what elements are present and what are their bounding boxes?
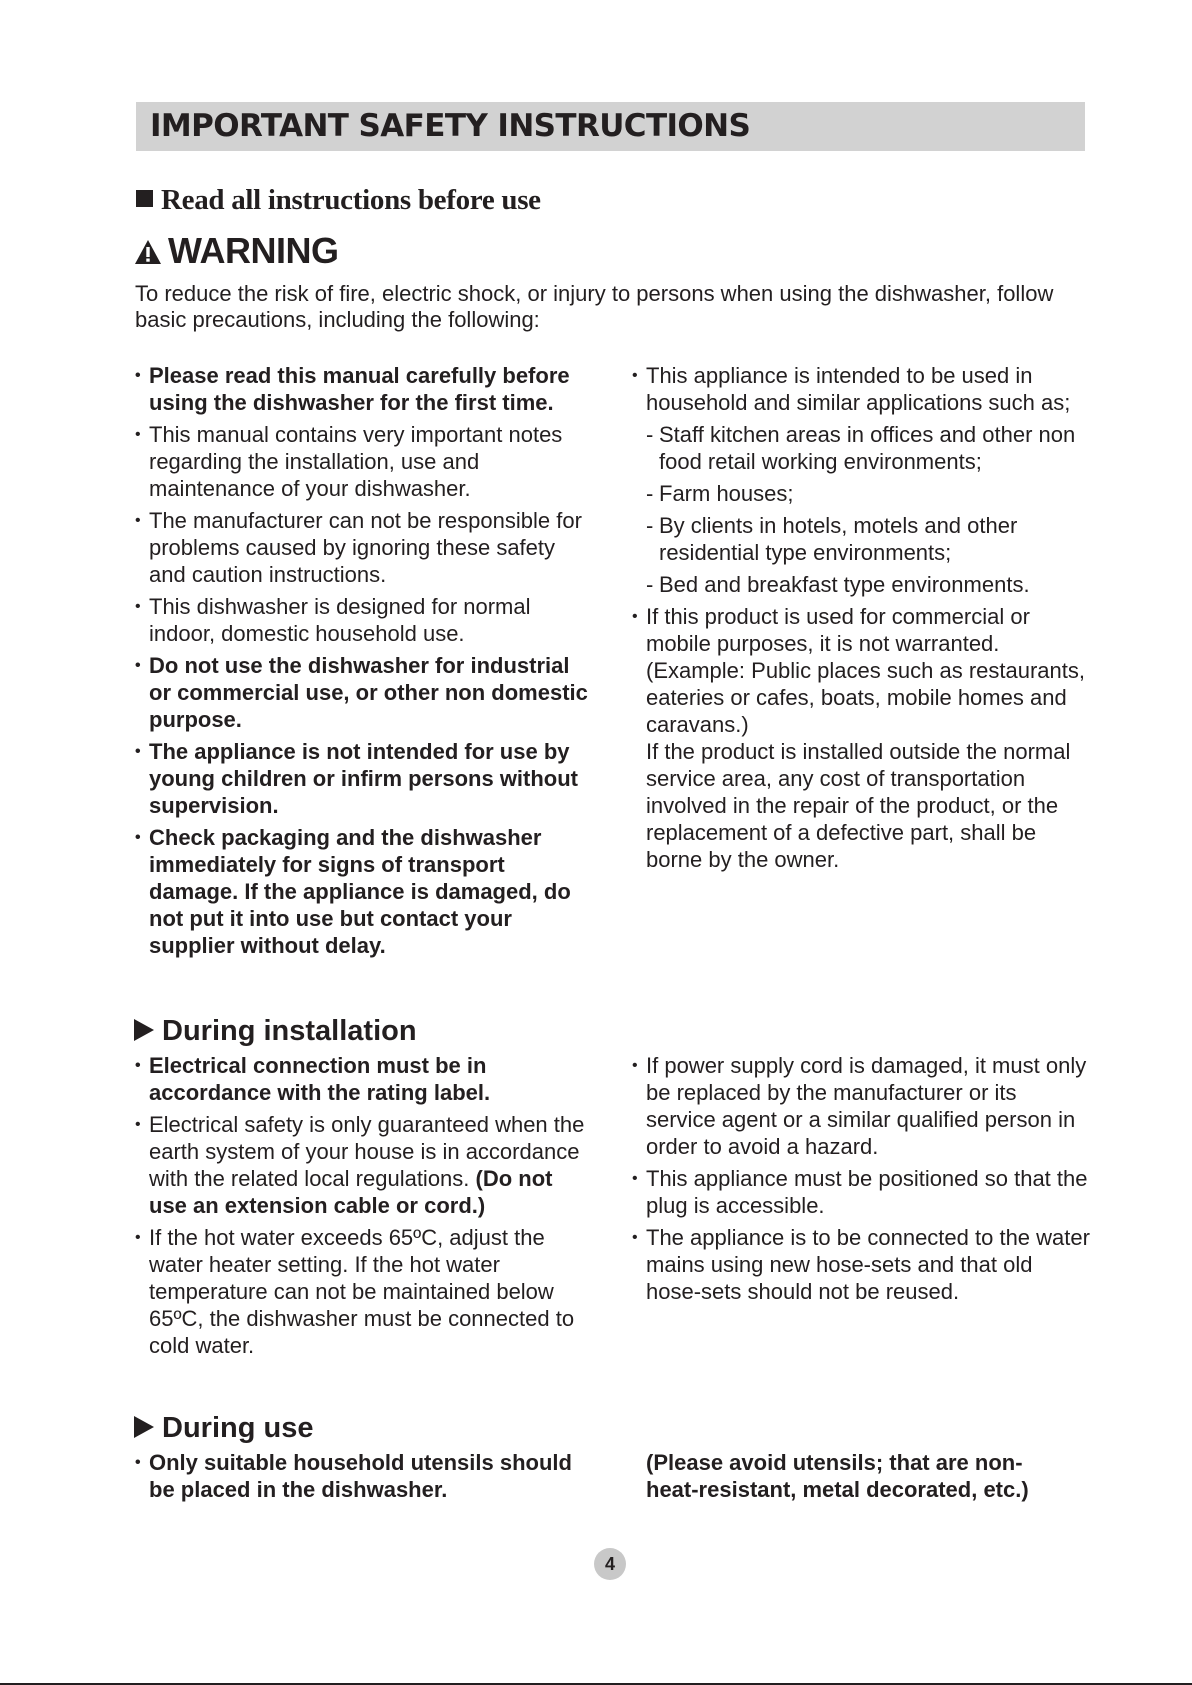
page-title: IMPORTANT SAFETY INSTRUCTIONS: [136, 102, 1085, 151]
list-item-text: Electrical safety is only guaranteed when the earth system of your house is in accordance with the related local regulations.: [149, 1112, 585, 1191]
paragraph: If the product is installed outside the normal service area, any cost of transportation involved in the repair of the product, or the replacement of a defective part, shall be borne by the owner.: [646, 739, 1071, 872]
list-item: • This manual contains very important notes regarding the installation, use and maintenance of your dishwasher.: [135, 421, 595, 502]
warning-intro: To reduce the risk of fire, electric shock, or injury to persons when using the dishwasher, follow basic precautions, including the following:: [135, 281, 1054, 332]
dash-item: - Bed and breakfast type environments.: [646, 572, 1030, 597]
list-item: • Do not use the dishwasher for industrial or commercial use, or other non domestic purpose.: [135, 652, 595, 733]
list-item: • Check packaging and the dishwasher immediately for signs of transport damage. If the appliance is damaged, do not put it into use but contact your supplier without delay.: [135, 824, 579, 959]
dash-item-text: By clients in hotels, motels and other residential type environments;: [659, 513, 1018, 565]
general-right-column: [632, 362, 1092, 873]
installation-left-column: [135, 1052, 595, 1364]
list-item: • Electrical connection must be in accordance with the rating label.: [135, 1052, 595, 1106]
warning-triangle-icon: [134, 239, 162, 265]
use-left-column: [135, 1449, 595, 1508]
list-item-bold-text: (Do not use an extension cable or cord.): [149, 1166, 553, 1218]
list-item: • This appliance must be positioned so that the plug is accessible.: [632, 1165, 1092, 1219]
general-left-column: [135, 362, 595, 964]
list-item: • Please read this manual carefully before using the dishwasher for the first time.: [135, 362, 595, 416]
dash-item-text: Bed and breakfast type environments.: [659, 572, 1030, 597]
list-item: [135, 1111, 595, 1219]
use-heading-text: During use: [162, 1412, 314, 1444]
list-item: • If the hot water exceeds 65ºC, adjust the water heater setting. If the hot water temperature can not be maintained below 65ºC, the dishwasher must be connected to cold water.: [135, 1224, 595, 1359]
triangle-right-icon: [134, 1019, 154, 1041]
warning-label: WARNING: [168, 230, 339, 271]
installation-heading-text: During installation: [162, 1015, 417, 1047]
warning-heading: [134, 226, 339, 276]
dash-item-text: Staff kitchen areas in offices and other non food retail working environments;: [659, 422, 1076, 474]
dash-item: - Staff kitchen areas in offices and other non food retail working environments;: [646, 422, 1076, 474]
dash-item-text: Farm houses;: [659, 481, 794, 506]
list-item: • If power supply cord is damaged, it must only be replaced by the manufacturer or its service agent or a similar qualified person in order to avoid a hazard.: [632, 1052, 1092, 1160]
triangle-right-icon: [134, 1416, 154, 1438]
list-item: • Only suitable household utensils should be placed in the dishwasher.: [135, 1449, 595, 1503]
installation-right-column: [632, 1052, 1092, 1310]
use-right-note: (Please avoid utensils; that are non-heat-resistant, metal decorated, etc.): [646, 1450, 1029, 1502]
subtitle: [136, 180, 541, 220]
list-item: • This appliance is intended to be used in household and similar applications such as;: [632, 362, 1092, 416]
list-item: • If this product is used for commercial or mobile purposes, it is not warranted. (Example: Public places such as restaurants, eateries or cafes, boats, mobile homes and caravans.): [632, 603, 1092, 738]
use-heading: [134, 1410, 313, 1446]
list-item: • The appliance is to be connected to the water mains using new hose-sets and that old hose-sets should not be reused.: [632, 1224, 1092, 1305]
list-item: • This dishwasher is designed for normal indoor, domestic household use.: [135, 593, 595, 647]
page-number: 4: [594, 1548, 626, 1580]
list-item: • The manufacturer can not be responsible for problems caused by ignoring these safety and caution instructions.: [135, 507, 595, 588]
dash-item: - By clients in hotels, motels and other residential type environments;: [646, 513, 1018, 565]
square-bullet-icon: [136, 190, 153, 207]
dash-item: - Farm houses;: [646, 481, 794, 506]
subtitle-text: Read all instructions before use: [161, 184, 541, 216]
installation-heading: [134, 1013, 417, 1049]
list-item: • The appliance is not intended for use by young children or infirm persons without supervision.: [135, 738, 595, 819]
